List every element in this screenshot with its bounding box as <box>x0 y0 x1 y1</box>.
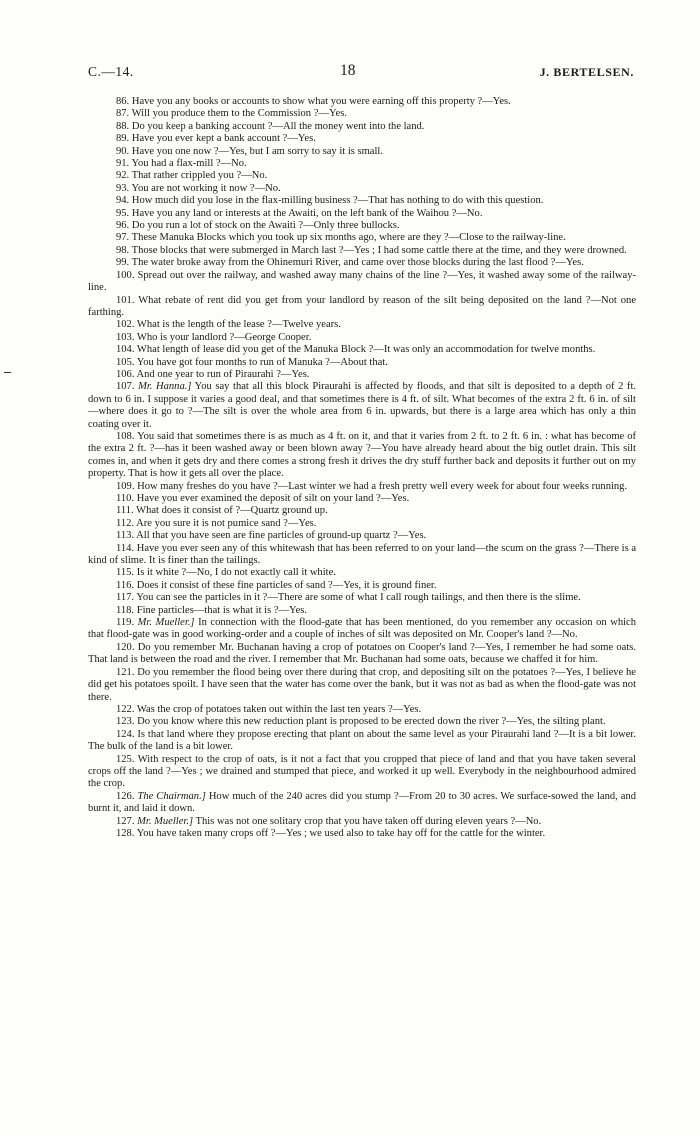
question-number: 88. <box>116 120 130 132</box>
question-answer-text: With respect to the crop of oats, is it not a fact that you cropped that piece of land and that you have taken several crops off the land ?—Yes ; we drained and stumped that piece, and worked it up well. Everybody in the neighbourhood admired the crop. <box>88 753 636 790</box>
question-answer-text: You have got four months to run of Manuka ?—About that. <box>136 356 388 368</box>
testimony-paragraph <box>88 493 636 505</box>
question-answer-text: You are not working it now ?—No. <box>131 182 281 194</box>
question-answer-text: Do you know where this new reduction plant is proposed to be erected down the river ?—Yes, the silting plant. <box>137 716 606 728</box>
question-number: 117. <box>116 592 135 604</box>
question-number: 118. <box>116 604 135 616</box>
question-number: 86. <box>116 96 130 107</box>
question-number: 124. <box>116 728 135 740</box>
testimony-paragraph <box>88 183 636 195</box>
testimony-paragraph <box>88 791 636 816</box>
question-answer-text: Spread out over the railway, and washed away many chains of the line ?—Yes, it washed away some of the railway-line. <box>88 269 636 294</box>
question-number: 107. <box>116 381 135 393</box>
question-answer-text: How much did you lose in the flax-milling business ?—That has nothing to do with this question. <box>131 195 544 207</box>
question-number: 123. <box>116 716 135 728</box>
question-number: 113. <box>116 530 135 542</box>
question-answer-text: Do you run a lot of stock on the Awaiti ?—Only three bullocks. <box>131 220 400 232</box>
testimony-paragraph <box>88 642 636 667</box>
question-number: 121. <box>116 666 135 678</box>
page-number: 18 <box>340 62 356 79</box>
question-number: 95. <box>116 207 130 219</box>
question-number: 99. <box>116 257 130 269</box>
witness-name: J. BERTELSEN. <box>539 65 634 79</box>
speaker-name: The Chairman.] <box>137 790 206 802</box>
testimony-paragraph <box>88 505 636 517</box>
question-answer-text: How much of the 240 acres did you stump ?—From 20 to 30 acres. We surface-sowed the land, and burnt it, and laid it down. <box>88 790 636 815</box>
question-number: 116. <box>116 579 135 591</box>
question-number: 87. <box>116 108 130 120</box>
speaker-name: Mr. Hanna.] <box>138 381 192 393</box>
question-answer-text: Was the crop of potatoes taken out within the last ten years ?—Yes. <box>136 703 422 715</box>
testimony-paragraph <box>88 481 636 493</box>
question-number: 101. <box>116 294 135 306</box>
question-answer-text: Is that land where they propose erecting that plant on about the same level as your Piraurahi land ?—It is a bit lower. The bulk of the land is a bit lower. <box>88 728 636 753</box>
question-answer-text: What length of lease did you get of the Manuka Block ?—It was only an accommodation for twelve months. <box>136 344 596 356</box>
question-number: 114. <box>116 542 135 554</box>
testimony-paragraph <box>88 96 636 108</box>
question-number: 96. <box>116 220 130 232</box>
question-number: 104. <box>116 344 135 356</box>
question-number: 108. <box>116 430 135 442</box>
testimony-paragraph <box>88 431 636 481</box>
testimony-paragraph <box>88 567 636 579</box>
question-number: 90. <box>116 145 130 157</box>
testimony-paragraph <box>88 828 636 840</box>
question-number: 103. <box>116 331 135 343</box>
testimony-paragraph <box>88 357 636 369</box>
question-answer-text: Those blocks that were submerged in March last ?—Yes ; I had some cattle there at the time, and they were drowned. <box>131 244 627 256</box>
question-number: 128. <box>116 827 135 839</box>
question-answer-text: And one year to run of Piraurahi ?—Yes. <box>136 368 310 380</box>
testimony-paragraph <box>88 146 636 158</box>
testimony-paragraph <box>88 729 636 754</box>
testimony-paragraph <box>88 245 636 257</box>
testimony-paragraph <box>88 108 636 120</box>
question-number: 120. <box>116 641 135 653</box>
question-number: 91. <box>116 158 130 170</box>
question-number: 111. <box>116 505 134 517</box>
question-answer-text: You have taken many crops off ?—Yes ; we used also to take hay off for the cattle for the winter. <box>136 827 546 839</box>
testimony-paragraph <box>88 220 636 232</box>
question-answer-text: Do you remember Mr. Buchanan having a crop of potatoes on Cooper's land ?—Yes, I remember he had some oats. That land is between the road and the river. I remember that Mr. Buchanan had some oats, because we chaffed it for him. <box>88 641 636 666</box>
question-number: 122. <box>116 703 135 715</box>
testimony-paragraph <box>88 530 636 542</box>
question-number: 92. <box>116 170 130 182</box>
question-number: 125. <box>116 753 135 765</box>
question-number: 102. <box>116 319 135 331</box>
question-answer-text: Does it consist of these fine particles of sand ?—Yes, it is ground finer. <box>136 579 437 591</box>
question-number: 115. <box>116 567 135 579</box>
question-answer-text: You say that all this block Piraurahi is affected by floods, and that silt is deposited to a depth of 2 ft. down to 6 in. I suppose it varies a good deal, and that sometimes there is 4 ft. of silt. What becomes of the extra 2 ft. 6 in. of silt—where does it go to ?—The silt is over the whole area from 6 in. upwards, but there is a large area which has only a thin coating over it. <box>88 381 637 430</box>
question-answer-text: Do you keep a banking account ?—All the money went into the land. <box>131 120 425 132</box>
question-answer-text: What is the length of the lease ?—Twelve years. <box>136 319 341 331</box>
question-answer-text: This was not one solitary crop that you have taken off during eleven years ?—No. <box>195 815 542 827</box>
question-answer-text: That rather crippled you ?—No. <box>131 170 268 182</box>
question-answer-text: Fine particles—that is what it is ?—Yes. <box>136 604 308 616</box>
question-answer-text: What rebate of rent did you get from your landlord by reason of the silt being deposited on the land ?—Not one farthing. <box>88 294 636 318</box>
testimony-paragraph <box>88 518 636 530</box>
testimony-paragraph <box>88 121 636 133</box>
testimony-paragraph <box>88 580 636 592</box>
margin-mark <box>4 372 11 373</box>
question-answer-text: Will you produce them to the Commission ?—Yes. <box>131 108 347 120</box>
testimony-paragraph <box>88 816 636 828</box>
testimony-paragraph <box>88 133 636 145</box>
question-answer-text: Is it white ?—No, I do not exactly call it white. <box>136 567 336 579</box>
testimony-paragraph <box>88 170 636 182</box>
testimony-paragraph <box>88 332 636 344</box>
question-answer-text: Who is your landlord ?—George Cooper. <box>136 331 312 343</box>
question-number: 100. <box>116 269 135 281</box>
question-number: 106. <box>116 368 135 380</box>
question-answer-text: Have you ever examined the deposit of silt on your land ?—Yes. <box>136 493 410 504</box>
testimony-paragraph <box>88 617 636 642</box>
testimony-paragraph <box>88 158 636 170</box>
question-number: 110. <box>116 493 135 504</box>
testimony-paragraph <box>88 704 636 716</box>
speaker-name: Mr. Mueller.] <box>137 617 195 629</box>
testimony-paragraph <box>88 381 636 431</box>
question-answer-text: How many freshes do you have ?—Last winter we had a fresh pretty well every week for about four weeks running. <box>137 480 628 492</box>
question-answer-text: Are you sure it is not pumice sand ?—Yes. <box>136 517 317 529</box>
question-answer-text: You had a flax-mill ?—No. <box>131 158 247 170</box>
question-number: 126. <box>116 790 135 802</box>
question-number: 98. <box>116 244 130 256</box>
question-number: 94. <box>116 195 130 207</box>
question-answer-text: You can see the particles in it ?—There are some of what I call rough tailings, and then there is the slime. <box>136 592 581 604</box>
question-number: 105. <box>116 356 135 368</box>
question-number: 89. <box>116 133 130 145</box>
testimony-paragraph <box>88 319 636 331</box>
testimony-paragraph <box>88 754 636 791</box>
question-answer-text: Have you any land or interests at the Awaiti, on the left bank of the Waihou ?—No. <box>131 207 483 219</box>
question-answer-text: All that you have seen are fine particles of ground-up quartz ?—Yes. <box>136 530 427 542</box>
question-answer-text: In connection with the flood-gate that has been mentioned, do you remember any occasion on which that flood-gate was in good working-order and a couple of inches of silt was deposited on Mr. Cooper's land ?—No. <box>88 617 636 641</box>
question-answer-text: Have you one now ?—Yes, but I am sorry to say it is small. <box>131 145 383 157</box>
testimony-paragraph <box>88 208 636 220</box>
question-answer-text: Do you remember the flood being over there during that crop, and depositing silt on the potatoes ?—Yes, I believe he did get his potatoes spoilt. I have seen that the water has come over the bank, but it was not as bad as when the flood-gate was not there. <box>88 666 637 703</box>
report-reference: C.—14. <box>88 64 134 79</box>
question-number: 109. <box>116 480 135 492</box>
testimony-paragraph <box>88 195 636 207</box>
testimony-paragraph <box>88 232 636 244</box>
testimony-paragraph <box>88 667 636 704</box>
testimony-paragraph <box>88 270 636 295</box>
testimony-paragraph <box>88 369 636 381</box>
question-answer-text: Have you any books or accounts to show what you were earning off this property ?—Yes. <box>131 96 511 107</box>
testimony-paragraph <box>88 295 636 320</box>
testimony-paragraph <box>88 344 636 356</box>
question-answer-text: What does it consist of ?—Quartz ground up. <box>136 505 328 517</box>
question-answer-text: Have you ever kept a bank account ?—Yes. <box>131 133 316 145</box>
question-answer-text: You said that sometimes there is as much as 4 ft. on it, and that it varies from 2 ft. to 2 ft. 6 in. : what has become of the extra 2 ft. ?—has it been washed away or been blown away ?—You have already heard about the big outlet drain. This silt comes in, and when it gets dry and there comes a strong fresh it drives the dry stuff further back and deposits it further out on my property. That is how it gets all over the place. <box>88 430 637 480</box>
question-number: 127. <box>116 815 135 827</box>
transcript-body <box>88 96 636 840</box>
question-number: 112. <box>116 517 135 529</box>
question-answer-text: The water broke away from the Ohinemuri River, and came over those blocks during the last flood ?—Yes. <box>131 257 584 269</box>
question-number: 97. <box>116 232 130 244</box>
testimony-paragraph <box>88 257 636 269</box>
speaker-name: Mr. Mueller.] <box>137 815 194 827</box>
testimony-paragraph <box>88 605 636 617</box>
testimony-paragraph <box>88 543 636 568</box>
question-number: 93. <box>116 182 130 194</box>
testimony-paragraph <box>88 592 636 604</box>
question-answer-text: Have you ever seen any of this whitewash that has been referred to on your land—the scum on the grass ?—There is a kind of slime. It is finer than the tailings. <box>88 542 636 567</box>
question-answer-text: These Manuka Blocks which you took up six months ago, where are they ?—Close to the railway-line. <box>131 232 566 244</box>
testimony-paragraph <box>88 716 636 728</box>
question-number: 119. <box>116 617 135 629</box>
